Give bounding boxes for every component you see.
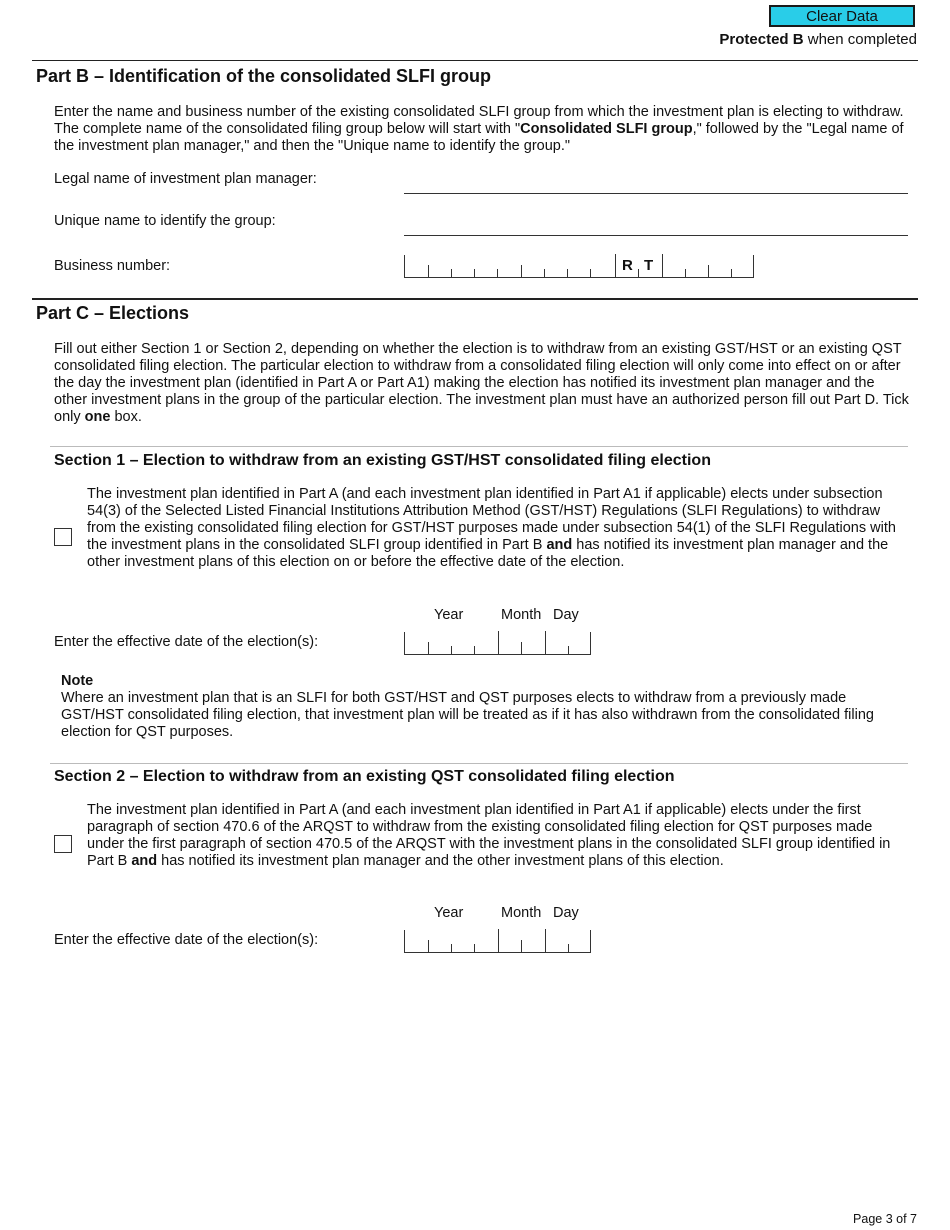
digit-divider	[568, 646, 569, 654]
digit-divider	[545, 929, 546, 952]
section-2-text	[87, 802, 909, 870]
digit-divider	[638, 269, 639, 277]
divider	[50, 763, 908, 764]
digit-divider	[498, 631, 499, 654]
bn-t-letter: T	[644, 257, 654, 274]
day-label: Day	[553, 905, 579, 921]
section-1-checkbox[interactable]	[54, 528, 72, 546]
digit-divider	[662, 254, 663, 277]
bn-r-letter: R	[622, 257, 633, 274]
digit-divider	[521, 265, 522, 277]
part-c-intro	[54, 341, 910, 426]
digit-divider	[474, 646, 475, 654]
digit-divider	[544, 269, 545, 277]
note-text: Where an investment plan that is an SLFI for both GST/HST and QST purposes elects to withdraw from a previously made GST/HST consolidated filing election, that investment plan will be treated as if it has also withdrawn from the consolidated filing election for QST purposes.	[61, 690, 874, 740]
digit-divider	[428, 940, 429, 952]
section-2-text-part-2: has notified its investment plan manager and the other investment plans of this election.	[157, 853, 724, 869]
digit-divider	[428, 265, 429, 277]
part-b-title: Part B – Identification of the consolidated SLFI group	[36, 66, 492, 86]
section-1-text-part-2: has notified its investment plan manager and the other investment plans of this election on or before the effective date of the election.	[87, 537, 889, 570]
part-b-intro-bold: Consolidated SLFI group	[520, 121, 693, 137]
clear-data-button[interactable]: Clear Data	[769, 5, 915, 27]
digit-divider	[731, 269, 732, 277]
digit-divider	[451, 646, 452, 654]
unique-name-input[interactable]	[404, 212, 908, 234]
section-1-text-part: The investment plan identified in Part A (and each investment plan identified in Part A1 if applicable) elects under subsection 54(3) of the Selected Listed Financial Institutions Attribution Method (GST/HST) Regulations (SLFI Regulations) to withdraw from the existing consolidated filing election for GST/HST purposes made under subsection 54(1) of the SLFI Regulations with the investment plans in the consolidated SLFI group identified in Part B	[87, 486, 896, 553]
digit-divider	[451, 944, 452, 952]
section-2-checkbox[interactable]	[54, 835, 72, 853]
digit-divider	[498, 929, 499, 952]
section-2-date-label: Enter the effective date of the election(s):	[54, 932, 319, 948]
part-c-intro-text: Fill out either Section 1 or Section 2, depending on whether the election is to withdraw from an existing GST/HST or an existing QST consolidated filing election. The particular election to withdraw from a consolidated filing election will only come into effect on or after the day the investment plan (identified in Part A or Part A1) making the election has notified its investment plan manager and the other investment plans in the group of the particular election. The investment plan must have an authorized person fill out Part D. Tick only	[54, 341, 909, 425]
digit-divider	[521, 940, 522, 952]
digit-divider	[568, 944, 569, 952]
digit-divider	[474, 269, 475, 277]
section-2-date-input[interactable]	[404, 930, 591, 953]
unique-name-label: Unique name to identify the group:	[54, 213, 276, 229]
digit-divider	[521, 642, 522, 654]
business-number-input[interactable]	[404, 255, 754, 278]
divider	[32, 298, 918, 300]
digit-divider	[615, 254, 616, 277]
month-label: Month	[501, 607, 542, 623]
part-b-intro-text: Enter the name and business number of the existing consolidated SLFI group from which the investment plan is electing to withdraw. The complete name of the consolidated filing group below will start with "	[54, 104, 904, 137]
protected-notice	[719, 31, 917, 48]
legal-name-label: Legal name of investment plan manager:	[54, 171, 317, 187]
digit-divider	[708, 265, 709, 277]
digit-divider	[685, 269, 686, 277]
digit-divider	[567, 269, 568, 277]
section-1-text	[87, 486, 907, 571]
digit-divider	[497, 269, 498, 277]
part-c-intro-bold: one	[84, 409, 111, 425]
section-1-date-input[interactable]	[404, 632, 591, 655]
part-c-title: Part C – Elections	[36, 303, 190, 323]
protected-suffix: when completed	[803, 31, 917, 48]
part-b-intro	[54, 104, 910, 155]
part-b-intro-text-2: ," followed by the "Legal name of the investment plan manager," and then the "Unique name to identify the group."	[54, 121, 904, 154]
legal-name-input[interactable]	[404, 170, 908, 192]
section-2-text-bold: and	[131, 853, 158, 869]
digit-divider	[545, 631, 546, 654]
digit-divider	[428, 642, 429, 654]
section-1-title: Section 1 – Election to withdraw from an existing GST/HST consolidated filing election	[54, 452, 711, 469]
part-c-intro-text-2: box.	[110, 409, 142, 425]
legal-name-underline	[404, 193, 908, 194]
year-label: Year	[434, 607, 464, 623]
digit-divider	[590, 269, 591, 277]
section-1-date-label: Enter the effective date of the election(s):	[54, 634, 319, 650]
digit-divider	[451, 269, 452, 277]
protected-level: Protected B	[719, 31, 804, 48]
unique-name-underline	[404, 235, 908, 236]
divider	[32, 60, 918, 61]
page-number: Page 3 of 7	[853, 1212, 917, 1226]
business-number-label: Business number:	[54, 258, 171, 274]
day-label: Day	[553, 607, 579, 623]
section-2-title: Section 2 – Election to withdraw from an existing QST consolidated filing election	[54, 768, 675, 785]
section-2-text-part: The investment plan identified in Part A (and each investment plan identified in Part A1 if applicable) elects under the first paragraph of section 470.6 of the ARQST to withdraw from the existing consolidated filing election for QST purposes made under the first paragraph of section 470.5 of the ARQST with the investment plans in the consolidated SLFI group identified in Part B	[87, 802, 891, 869]
digit-divider	[474, 944, 475, 952]
note-title: Note	[61, 673, 94, 689]
year-label: Year	[434, 905, 464, 921]
section-1-text-bold: and	[546, 537, 573, 553]
month-label: Month	[501, 905, 542, 921]
divider	[50, 446, 908, 447]
